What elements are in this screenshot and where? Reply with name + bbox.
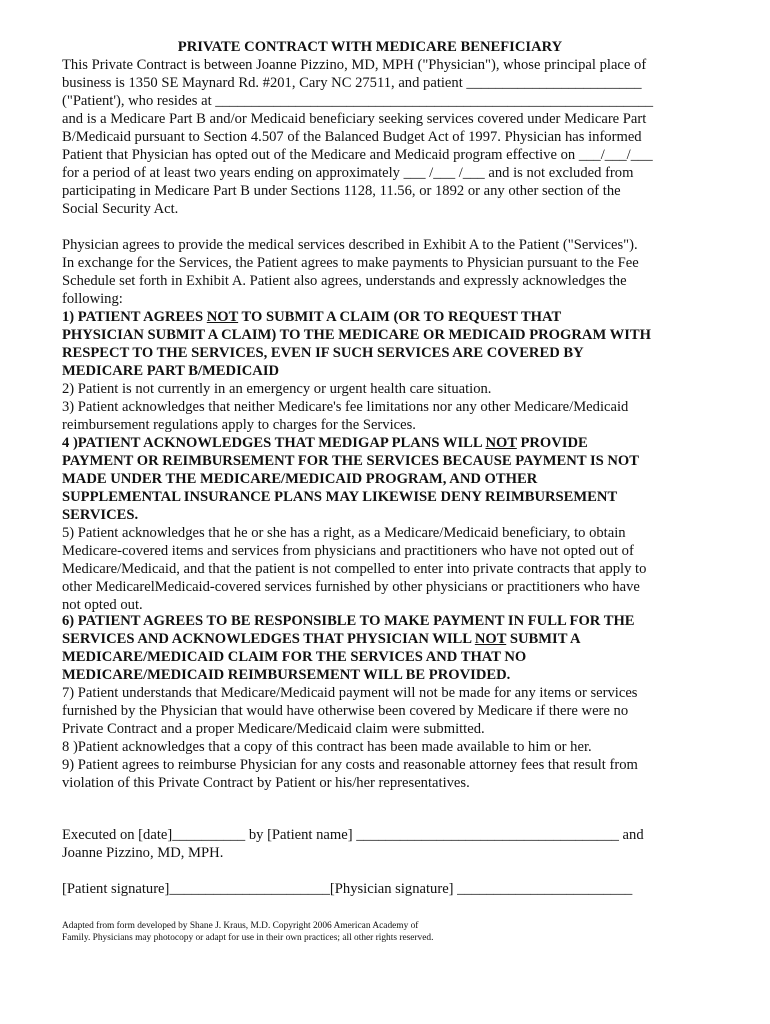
- item-4-pre: 4 )PATIENT ACKNOWLEDGES THAT MEDIGAP PLANS WILL: [62, 435, 486, 451]
- intro-line: Patient that Physician has opted out of the Medicare and Medicaid program effective on ___/___/___: [62, 147, 653, 163]
- item-7-line: 7) Patient understands that Medicare/Medicaid payment will not be made for any items or services: [62, 685, 638, 701]
- services-line: following:: [62, 291, 123, 307]
- item-4-line: MADE UNDER THE MEDICARE/MEDICAID PROGRAM, AND OTHER: [62, 471, 538, 487]
- intro-line: and is a Medicare Part B and/or Medicaid beneficiary seeking services covered under Medicare Part: [62, 111, 647, 127]
- item-5-line: Medicare-covered items and services from physicians and practitioners who have not opted out of: [62, 543, 634, 559]
- footer-note: Family. Physicians may photocopy or adapt for use in their own practices; all other rights reserved.: [62, 933, 434, 943]
- item-7-line: furnished by the Physician that would have otherwise been covered by Medicare if there were no: [62, 703, 629, 719]
- item-2-line: 2) Patient is not currently in an emergency or urgent health care situation.: [62, 381, 492, 397]
- services-line: In exchange for the Services, the Patient agrees to make payments to Physician pursuant to the Fee: [62, 255, 639, 271]
- signature-line: [Patient signature]______________________[Physician signature] ________________________: [62, 881, 633, 897]
- item-3-line: 3) Patient acknowledges that neither Medicare's fee limitations nor any other Medicare/Medicaid: [62, 399, 629, 415]
- intro-line: B/Medicaid pursuant to Section 4.507 of the Balanced Budget Act of 1997. Physician has informed: [62, 129, 642, 145]
- item-4-line: [62, 434, 588, 452]
- item-9-line: violation of this Private Contract by Patient or his/her representatives.: [62, 775, 470, 791]
- footer-note: Adapted from form developed by Shane J. Kraus, M.D. Copyright 2006 American Academy of: [62, 921, 419, 931]
- item-8-line: 8 )Patient acknowledges that a copy of this contract has been made available to him or her.: [62, 739, 592, 755]
- item-6-line: [62, 630, 581, 648]
- item-6-post: SUBMIT A: [506, 631, 581, 647]
- item-5-line: other MedicarelMedicaid-covered services furnished by other physicians or practitioners who have: [62, 579, 640, 595]
- item-4-line: PAYMENT OR REIMBURSEMENT FOR THE SERVICES BECAUSE PAYMENT IS NOT: [62, 453, 640, 469]
- item-6-pre: SERVICES AND ACKNOWLEDGES THAT PHYSICIAN WILL: [62, 631, 475, 647]
- intro-line: participating in Medicare Part B under Sections 1128, 11.56, or 1892 or any other section of the: [62, 183, 621, 199]
- item-1-pre: 1) PATIENT AGREES: [62, 309, 207, 325]
- intro-line: for a period of at least two years ending on approximately ___ /___ /___ and is not excluded from: [62, 165, 634, 181]
- item-6-line: MEDICARE/MEDICAID REIMBURSEMENT WILL BE PROVIDED.: [62, 667, 511, 683]
- item-4-line: SUPPLEMENTAL INSURANCE PLANS MAY LIKEWISE DENY REIMBURSEMENT: [62, 489, 618, 505]
- item-6-line: 6) PATIENT AGREES TO BE RESPONSIBLE TO MAKE PAYMENT IN FULL FOR THE: [62, 613, 635, 629]
- item-6-not: NOT: [474, 631, 507, 647]
- intro-line: This Private Contract is between Joanne Pizzino, MD, MPH ("Physician"), whose principal place of: [62, 57, 647, 73]
- item-5-line: 5) Patient acknowledges that he or she has a right, as a Medicare/Medicaid beneficiary, to obtain: [62, 525, 626, 541]
- intro-line: ("Patient'), who resides at ____________________________________________________________: [62, 93, 654, 109]
- item-9-line: 9) Patient agrees to reimburse Physician for any costs and reasonable attorney fees that result from: [62, 757, 638, 773]
- item-1-line: MEDICARE PART B/MEDICAID: [62, 363, 280, 379]
- item-4-line: SERVICES.: [62, 507, 139, 523]
- item-5-line: Medicare/Medicaid, and that the patient is not compelled to enter into private contracts that apply to: [62, 561, 647, 577]
- services-line: Physician agrees to provide the medical services described in Exhibit A to the Patient ("Services").: [62, 237, 638, 253]
- item-1-not: NOT: [206, 309, 239, 325]
- item-7-line: Private Contract and a proper Medicare/Medicaid claim were submitted.: [62, 721, 485, 737]
- item-1-line: [62, 308, 561, 326]
- item-4-post: PROVIDE: [516, 435, 588, 451]
- executed-line: Joanne Pizzino, MD, MPH.: [62, 845, 224, 861]
- services-line: Schedule set forth in Exhibit A. Patient also agrees, understands and expressly acknowledges the: [62, 273, 627, 289]
- item-3-line: reimbursement regulations apply to charges for the Services.: [62, 417, 416, 433]
- item-1-post: TO SUBMIT A CLAIM (OR TO REQUEST THAT: [238, 309, 562, 325]
- item-4-not: NOT: [485, 435, 517, 451]
- item-1-line: PHYSICIAN SUBMIT A CLAIM) TO THE MEDICARE OR MEDICAID PROGRAM WITH: [62, 327, 651, 343]
- item-1-line: RESPECT TO THE SERVICES, EVEN IF SUCH SERVICES ARE COVERED BY: [62, 345, 584, 361]
- item-6-line: MEDICARE/MEDICAID CLAIM FOR THE SERVICES AND THAT NO: [62, 649, 527, 665]
- intro-line: Social Security Act.: [62, 201, 179, 217]
- page-title: PRIVATE CONTRACT WITH MEDICARE BENEFICIARY: [177, 39, 563, 55]
- intro-line: business is 1350 SE Maynard Rd. #201, Cary NC 27511, and patient ________________________: [62, 75, 642, 91]
- item-5-line: not opted out.: [62, 597, 143, 613]
- executed-line: Executed on [date]__________ by [Patient name] ____________________________________ and: [62, 827, 644, 843]
